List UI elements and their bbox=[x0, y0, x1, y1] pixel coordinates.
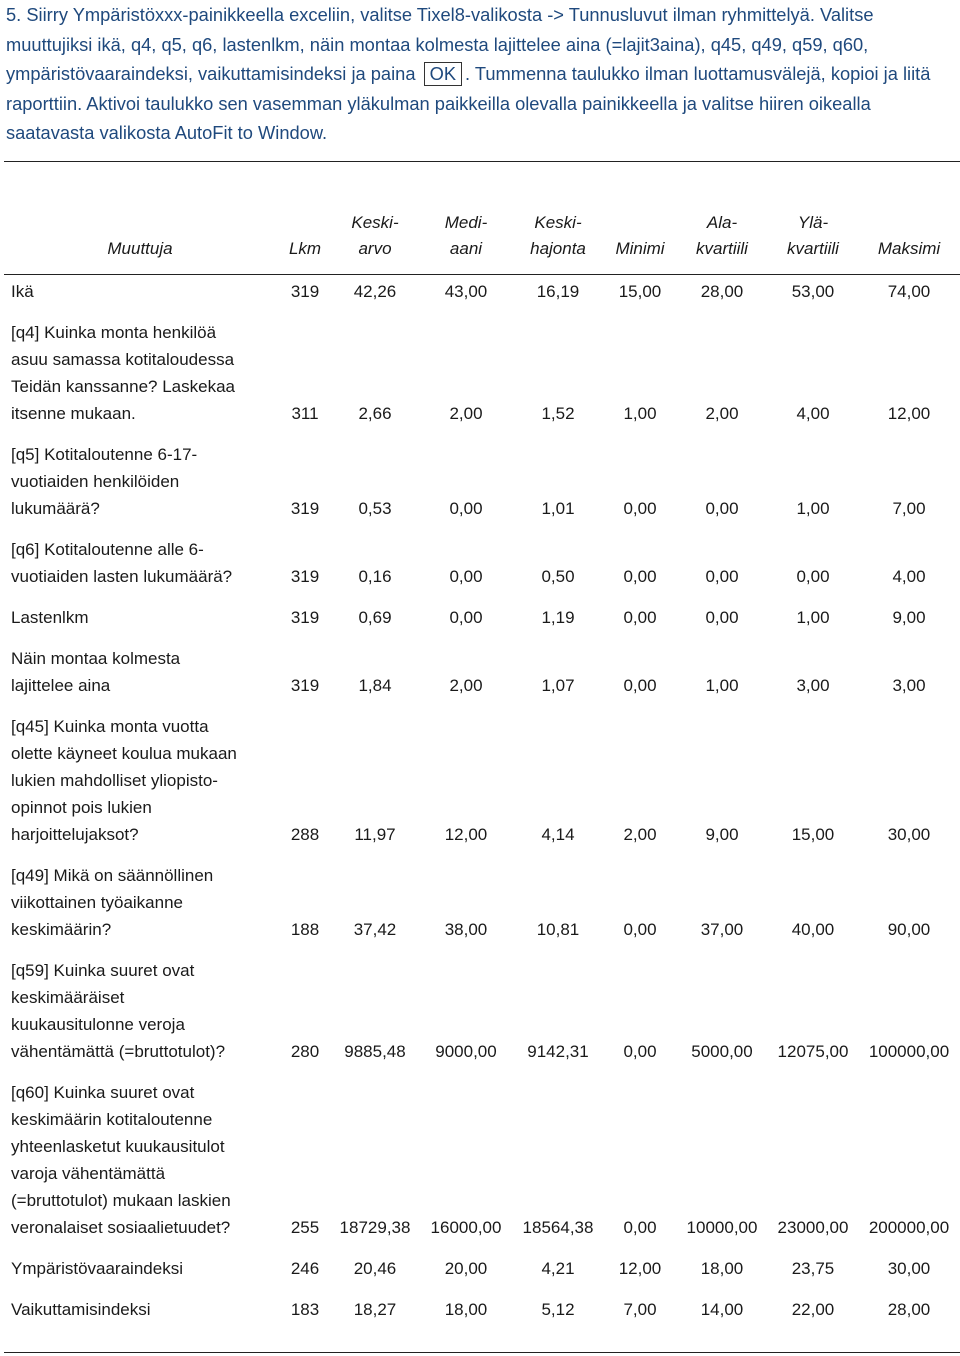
column-header-line: Keski- bbox=[534, 213, 582, 232]
statistics-table bbox=[0, 196, 960, 1337]
variable-label bbox=[0, 862, 280, 957]
table-cell: 200000,00 bbox=[868, 1218, 950, 1237]
column-header-line bbox=[604, 210, 676, 236]
instructions-before-ok: 5. Siirry Ympäristöxxx-painikkeella exceliin, valitse Tixel8-valikosta -> Tunnusluvut ilman ryhmittelyä. Valitse muuttujiksi ikä, q4, q5, q6, lastenlkm, näin montaa kolmesta lajittelee aina (=lajit3aina), q45, q49, q59, q60, ympäristövaaraindeksi, vaikuttamisindeksi ja paina bbox=[6, 4, 874, 84]
table-cell: 0,00 bbox=[623, 567, 657, 586]
top-divider bbox=[4, 161, 960, 162]
variable-label-line: vuotiaiden henkilöiden bbox=[11, 472, 180, 491]
column-header-line: Ylä- bbox=[797, 213, 829, 232]
variable-label bbox=[0, 957, 280, 1079]
table-cell: 37,42 bbox=[353, 920, 397, 939]
variable-label-line: (=bruttotulot) mukaan laskien bbox=[11, 1191, 231, 1210]
table-cell: 7,00 bbox=[623, 1300, 657, 1319]
variable-label-line: lukien mahdolliset yliopisto- bbox=[11, 771, 218, 790]
table-cell: 0,00 bbox=[705, 608, 739, 627]
table-row bbox=[0, 604, 960, 645]
table-cell: 18,00 bbox=[700, 1259, 744, 1278]
table-cell: 9885,48 bbox=[344, 1042, 406, 1061]
table-row bbox=[0, 645, 960, 713]
variable-label-line: keskimäärin? bbox=[11, 920, 112, 939]
table-cell: 2,00 bbox=[449, 676, 483, 695]
variable-label-line: [q60] Kuinka suuret ovat bbox=[11, 1083, 195, 1102]
table-body bbox=[0, 274, 960, 1337]
table-cell: 12,00 bbox=[444, 825, 488, 844]
column-header-line: kvartiili bbox=[787, 239, 839, 258]
column-header bbox=[858, 196, 960, 274]
variable-label-line: varoja vähentämättä bbox=[11, 1164, 166, 1183]
variable-label bbox=[0, 604, 280, 645]
table-cell: 319 bbox=[290, 499, 320, 518]
variable-label-line: olette käyneet koulua mukaan bbox=[11, 744, 237, 763]
variable-label-line: keskimäärin kotitaloutenne bbox=[11, 1110, 213, 1129]
table-cell: 18564,38 bbox=[522, 1218, 594, 1237]
column-header-line bbox=[858, 210, 960, 236]
table-row bbox=[0, 536, 960, 604]
variable-label-line: viikottainen työaikanne bbox=[11, 893, 184, 912]
table-cell: 5,12 bbox=[541, 1300, 575, 1319]
table-cell: 0,16 bbox=[358, 567, 392, 586]
table-cell: 0,00 bbox=[623, 1042, 657, 1061]
table-cell: 40,00 bbox=[791, 920, 835, 939]
table-cell: 0,00 bbox=[623, 1218, 657, 1237]
column-header bbox=[604, 196, 676, 274]
variable-label-line: kuukausitulonne veroja bbox=[11, 1015, 185, 1034]
instructions-text bbox=[6, 0, 958, 148]
table-row bbox=[0, 957, 960, 1079]
table-cell: 4,00 bbox=[796, 404, 830, 423]
column-header bbox=[676, 196, 768, 274]
table-cell: 319 bbox=[290, 608, 320, 627]
table-cell: 0,00 bbox=[623, 676, 657, 695]
table-cell: 9,00 bbox=[705, 825, 739, 844]
column-header bbox=[512, 196, 604, 274]
table-cell: 22,00 bbox=[791, 1300, 835, 1319]
table-cell: 30,00 bbox=[887, 1259, 931, 1278]
table-cell: 18,00 bbox=[444, 1300, 488, 1319]
table-cell: 15,00 bbox=[618, 282, 662, 301]
table-cell: 100000,00 bbox=[868, 1042, 950, 1061]
instructions-after-ok: . Tummenna taulukko ilman luottamusvälejä, kopioi ja liitä raporttiin. Aktivoi taulukko sen vasemman yläkulman paikkeilla olevalla painikkeella ja valitse hiiren oikealla saatavasta valikosta AutoFit to Window. bbox=[6, 63, 931, 143]
table-cell: 0,00 bbox=[449, 499, 483, 518]
table-cell: 0,53 bbox=[358, 499, 392, 518]
table-cell: 0,00 bbox=[623, 920, 657, 939]
table-cell: 18729,38 bbox=[339, 1218, 411, 1237]
variable-label-line: Vaikuttamisindeksi bbox=[11, 1300, 151, 1319]
variable-label-line: veronalaiset sosiaalietuudet? bbox=[11, 1218, 231, 1237]
variable-label-line: [q45] Kuinka monta vuotta bbox=[11, 717, 209, 736]
variable-label-line: vuotiaiden lasten lukumäärä? bbox=[11, 567, 233, 586]
table-row bbox=[0, 1079, 960, 1255]
table-cell: 53,00 bbox=[791, 282, 835, 301]
column-header bbox=[420, 196, 512, 274]
table-cell: 90,00 bbox=[887, 920, 931, 939]
variable-label bbox=[0, 1079, 280, 1255]
table-cell: 23,75 bbox=[791, 1259, 835, 1278]
table-cell: 0,00 bbox=[449, 567, 483, 586]
column-header-line: Keski- bbox=[351, 213, 399, 232]
table-cell: 43,00 bbox=[444, 282, 488, 301]
table-cell: 1,52 bbox=[541, 404, 575, 423]
table-cell: 20,46 bbox=[353, 1259, 397, 1278]
table-cell: 10,81 bbox=[536, 920, 580, 939]
table-row bbox=[0, 319, 960, 441]
table-cell: 12,00 bbox=[887, 404, 931, 423]
variable-label bbox=[0, 319, 280, 441]
table-cell: 319 bbox=[290, 282, 320, 301]
column-header bbox=[768, 196, 858, 274]
table-cell: 0,50 bbox=[541, 567, 575, 586]
table-cell: 3,00 bbox=[796, 676, 830, 695]
table-cell: 28,00 bbox=[887, 1300, 931, 1319]
bottom-divider bbox=[4, 1352, 960, 1353]
variable-label-line: itsenne mukaan. bbox=[11, 404, 136, 423]
table-cell: 2,00 bbox=[623, 825, 657, 844]
table-cell: 183 bbox=[290, 1300, 320, 1319]
column-header-line: arvo bbox=[358, 239, 392, 258]
variable-label-line: Ikä bbox=[11, 282, 34, 301]
table-cell: 4,14 bbox=[541, 825, 575, 844]
table-cell: 2,00 bbox=[705, 404, 739, 423]
variable-label-line: [q59] Kuinka suuret ovat bbox=[11, 961, 195, 980]
variable-label bbox=[0, 1255, 280, 1296]
table-cell: 15,00 bbox=[791, 825, 835, 844]
table-cell: 7,00 bbox=[892, 499, 926, 518]
variable-label-line: yhteenlasketut kuukausitulot bbox=[11, 1137, 225, 1156]
table-cell: 38,00 bbox=[444, 920, 488, 939]
table-cell: 23000,00 bbox=[777, 1218, 849, 1237]
column-header-line: Maksimi bbox=[877, 239, 941, 258]
table-cell: 9142,31 bbox=[527, 1042, 589, 1061]
variable-label-line: lajittelee aina bbox=[11, 676, 111, 695]
table-cell: 1,00 bbox=[705, 676, 739, 695]
column-header bbox=[0, 196, 280, 274]
table-cell: 280 bbox=[290, 1042, 320, 1061]
table-cell: 5000,00 bbox=[691, 1042, 753, 1061]
table-cell: 20,00 bbox=[444, 1259, 488, 1278]
table-row bbox=[0, 1255, 960, 1296]
variable-label-line: Ympäristövaaraindeksi bbox=[11, 1259, 183, 1278]
table-cell: 1,00 bbox=[796, 608, 830, 627]
table-cell: 4,21 bbox=[541, 1259, 575, 1278]
table-row bbox=[0, 713, 960, 862]
table-cell: 1,07 bbox=[541, 676, 575, 695]
variable-label-line: [q4] Kuinka monta henkilöä bbox=[11, 323, 217, 342]
column-header-line: Ala- bbox=[706, 213, 738, 232]
table-cell: 0,00 bbox=[796, 567, 830, 586]
variable-label-line: asuu samassa kotitaloudessa bbox=[11, 350, 235, 369]
variable-label-line: [q5] Kotitaloutenne 6-17- bbox=[11, 445, 198, 464]
table-cell: 319 bbox=[290, 567, 320, 586]
table-cell: 1,00 bbox=[623, 404, 657, 423]
ok-button[interactable]: OK bbox=[424, 62, 462, 86]
table-row bbox=[0, 441, 960, 536]
table-header-row bbox=[0, 196, 960, 274]
table-cell: 37,00 bbox=[700, 920, 744, 939]
column-header-line: Minimi bbox=[615, 239, 665, 258]
variable-label-line: harjoittelujaksot? bbox=[11, 825, 139, 844]
table-cell: 11,97 bbox=[354, 825, 396, 844]
variable-label bbox=[0, 441, 280, 536]
table-cell: 28,00 bbox=[700, 282, 744, 301]
variable-label-line: lukumäärä? bbox=[11, 499, 100, 518]
column-header-line bbox=[280, 210, 330, 236]
table-cell: 16000,00 bbox=[430, 1218, 502, 1237]
column-header-line: Lkm bbox=[288, 239, 322, 258]
table-cell: 16,19 bbox=[536, 282, 580, 301]
variable-label-line: Teidän kanssanne? Laskekaa bbox=[11, 377, 235, 396]
table-cell: 0,00 bbox=[705, 499, 739, 518]
table-cell: 246 bbox=[290, 1259, 320, 1278]
column-header-line: hajonta bbox=[530, 239, 586, 258]
column-header-line: kvartiili bbox=[696, 239, 748, 258]
table-cell: 18,27 bbox=[353, 1300, 397, 1319]
table-cell: 311 bbox=[291, 404, 319, 423]
column-header bbox=[330, 196, 420, 274]
table-cell: 14,00 bbox=[700, 1300, 744, 1319]
table-row bbox=[0, 862, 960, 957]
variable-label-line: [q6] Kotitaloutenne alle 6- bbox=[11, 540, 204, 559]
variable-label bbox=[0, 713, 280, 862]
variable-label bbox=[0, 274, 280, 319]
variable-label bbox=[0, 1296, 280, 1337]
table-cell: 0,00 bbox=[705, 567, 739, 586]
table-cell: 42,26 bbox=[353, 282, 397, 301]
table-cell: 4,00 bbox=[892, 567, 926, 586]
table-row bbox=[0, 1296, 960, 1337]
column-header-line bbox=[0, 210, 280, 236]
table-cell: 1,84 bbox=[358, 676, 392, 695]
table-cell: 12,00 bbox=[618, 1259, 662, 1278]
table-cell: 288 bbox=[290, 825, 320, 844]
table-cell: 319 bbox=[290, 676, 320, 695]
column-header-line: Muuttuja bbox=[107, 239, 173, 258]
variable-label-line: [q49] Mikä on säännöllinen bbox=[11, 866, 214, 885]
table-cell: 9000,00 bbox=[435, 1042, 497, 1061]
column-header bbox=[280, 196, 330, 274]
table-cell: 2,66 bbox=[358, 404, 392, 423]
variable-label-line: vähentämättä (=bruttotulot)? bbox=[11, 1042, 226, 1061]
table-cell: 255 bbox=[290, 1218, 320, 1237]
table-cell: 0,69 bbox=[358, 608, 392, 627]
table-cell: 30,00 bbox=[887, 825, 931, 844]
table-cell: 2,00 bbox=[449, 404, 483, 423]
variable-label bbox=[0, 645, 280, 713]
variable-label-line: Näin montaa kolmesta bbox=[11, 649, 181, 668]
variable-label-line: Lastenlkm bbox=[11, 608, 89, 627]
table-cell: 0,00 bbox=[623, 499, 657, 518]
table-cell: 0,00 bbox=[449, 608, 483, 627]
table-cell: 1,01 bbox=[541, 499, 575, 518]
table-cell: 9,00 bbox=[892, 608, 926, 627]
table-cell: 0,00 bbox=[623, 608, 657, 627]
variable-label-line: keskimääräiset bbox=[11, 988, 125, 1007]
table-cell: 188 bbox=[290, 920, 320, 939]
table-cell: 1,00 bbox=[796, 499, 830, 518]
table-cell: 3,00 bbox=[892, 676, 926, 695]
column-header-line: Medi- bbox=[444, 213, 488, 232]
table-cell: 12075,00 bbox=[777, 1042, 849, 1061]
table-row bbox=[0, 274, 960, 319]
column-header-line: aani bbox=[449, 239, 483, 258]
variable-label bbox=[0, 536, 280, 604]
table-cell: 1,19 bbox=[541, 608, 575, 627]
variable-label-line: opinnot pois lukien bbox=[11, 798, 152, 817]
table-cell: 10000,00 bbox=[686, 1218, 758, 1237]
table-cell: 74,00 bbox=[887, 282, 931, 301]
instructions-paragraph bbox=[6, 0, 958, 148]
